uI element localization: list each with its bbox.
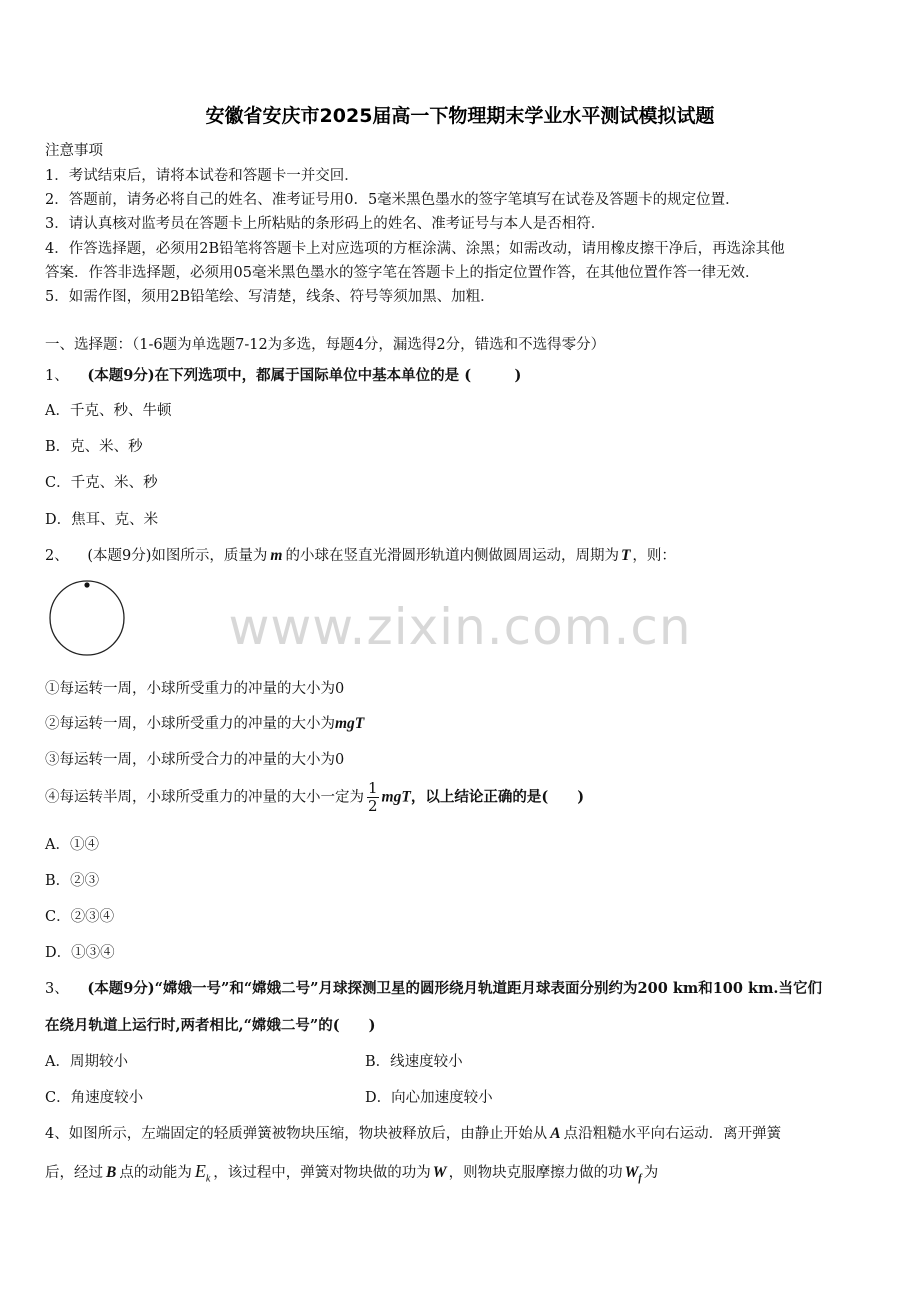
statement-3: ③每运转一周，小球所受合力的冲量的大小为0: [45, 752, 345, 768]
notice-item: 4．作答选择题，必须用2B铅笔将答题卡上对应选项的方框涂满、涂黑；如需改动，请用橡皮擦干净后，再选涂其他: [45, 241, 785, 257]
option-c: C．②③④: [45, 909, 115, 925]
question-number: 1、: [45, 368, 69, 384]
question-number: 3、: [45, 981, 69, 997]
kinetic-energy-symbol: [194, 1161, 211, 1185]
fraction-denominator: 2: [368, 797, 378, 815]
ek-subscript: k: [205, 1173, 211, 1185]
question-1: [45, 364, 521, 385]
question-2: [45, 544, 676, 565]
option-b: B．克、米、秒: [45, 439, 143, 455]
question-text: ，则物块克服摩擦力做的功: [448, 1165, 623, 1181]
question-text: (本题9分)“嫦娥一号”和“嫦娥二号”月球探测卫星的圆形绕月轨道距月球表面分别约为200 km和100 km.当它们: [87, 980, 822, 997]
option-b: B．线速度较小: [365, 1054, 463, 1070]
question-text: 为: [643, 1165, 659, 1181]
question-text-cont: 在绕月轨道上运行时,两者相比,“嫦娥二号”的( ): [45, 1017, 376, 1034]
notice-item: 2．答题前，请务必将自己的姓名、准考证号用0．5毫米黑色墨水的签字笔填写在试卷及答题卡的规定位置．: [45, 192, 740, 208]
question-number: 2、: [45, 548, 69, 564]
point-b-symbol: B: [106, 1164, 117, 1181]
fraction-half: [367, 780, 379, 815]
question-4: [45, 1122, 781, 1143]
question-3: [45, 977, 822, 998]
statement-4: [45, 780, 584, 815]
statement-text: ②每运转一周，小球所受重力的冲量的大小为: [45, 716, 335, 732]
wf-subscript: f: [638, 1173, 642, 1185]
question-text: 点沿粗糙水平向右运动．离开弹簧: [563, 1126, 782, 1142]
option-b: B．②③: [45, 873, 100, 889]
ball-dot: [84, 582, 89, 587]
question-text: 后，经过: [45, 1165, 103, 1181]
question-text: ，则：: [632, 548, 676, 564]
formula: mgT: [335, 715, 365, 732]
watermark: www.zixin.com.cn: [228, 598, 692, 656]
period-symbol: T: [620, 547, 631, 564]
statement-text: ④每运转半周，小球所受重力的冲量的大小一定为: [45, 789, 364, 806]
question-text: (本题9分)在下列选项中，都属于国际单位中基本单位的是 ( ): [87, 367, 522, 384]
notice-item: 3．请认真核对监考员在答题卡上所粘贴的条形码上的姓名、准考证号与本人是否相符．: [45, 216, 606, 232]
question-text: ，该过程中，弹簧对物块做的功为: [213, 1165, 431, 1181]
option-a: A．千克、秒、牛顿: [45, 403, 172, 419]
option-a: A．①④: [45, 837, 99, 853]
question-text: 点的动能为: [119, 1165, 192, 1181]
notice-item: 5．如需作图，须用2B铅笔绘、写清楚，线条、符号等须加黑、加粗．: [45, 289, 495, 305]
point-a-symbol: A: [550, 1125, 561, 1142]
option-d: D．焦耳、克、米: [45, 512, 159, 528]
formula: mgT: [381, 788, 411, 806]
option-c: C．千克、米、秒: [45, 475, 158, 491]
statement-2: [45, 712, 364, 733]
friction-work-symbol: [624, 1164, 642, 1185]
question-text: (本题9分)如图所示，质量为: [87, 548, 268, 564]
question-text: 4、如图所示，左端固定的轻质弹簧被物块压缩，物块被释放后，由静止开始从: [45, 1126, 548, 1142]
page-title: 安徽省安庆市2025届高一下物理期末学业水平测试模拟试题: [205, 105, 715, 127]
notice-item: 1．考试结束后，请将本试卷和答题卡一并交回．: [45, 168, 359, 184]
ek-letter: E: [194, 1161, 206, 1181]
notice-heading: 注意事项: [45, 143, 103, 159]
notice-item: 答案．作答非选择题，必须用05毫米黑色墨水的签字笔在答题卡上的指定位置作答，在其他位置作答一律无效．: [45, 265, 760, 281]
mass-symbol: m: [270, 547, 283, 564]
wf-letter: W: [624, 1164, 639, 1181]
option-a: A．周期较小: [45, 1054, 128, 1070]
option-d: D．向心加速度较小: [365, 1090, 493, 1106]
section-heading: 一、选择题：（1-6题为单选题7-12为多选，每题4分，漏选得2分，错选和不选得零分）: [45, 337, 606, 353]
option-d: D．①③④: [45, 945, 115, 961]
question-4-cont: [45, 1161, 658, 1185]
statement-text: ，以上结论正确的是( ): [410, 788, 585, 806]
fraction-numerator: 1: [368, 779, 378, 797]
option-c: C．角速度较小: [45, 1090, 144, 1106]
statement-1: ①每运转一周，小球所受重力的冲量的大小为0: [45, 681, 345, 697]
question-text: 的小球在竖直光滑圆形轨道内侧做圆周运动，周期为: [285, 548, 619, 564]
work-symbol: W: [432, 1164, 447, 1181]
